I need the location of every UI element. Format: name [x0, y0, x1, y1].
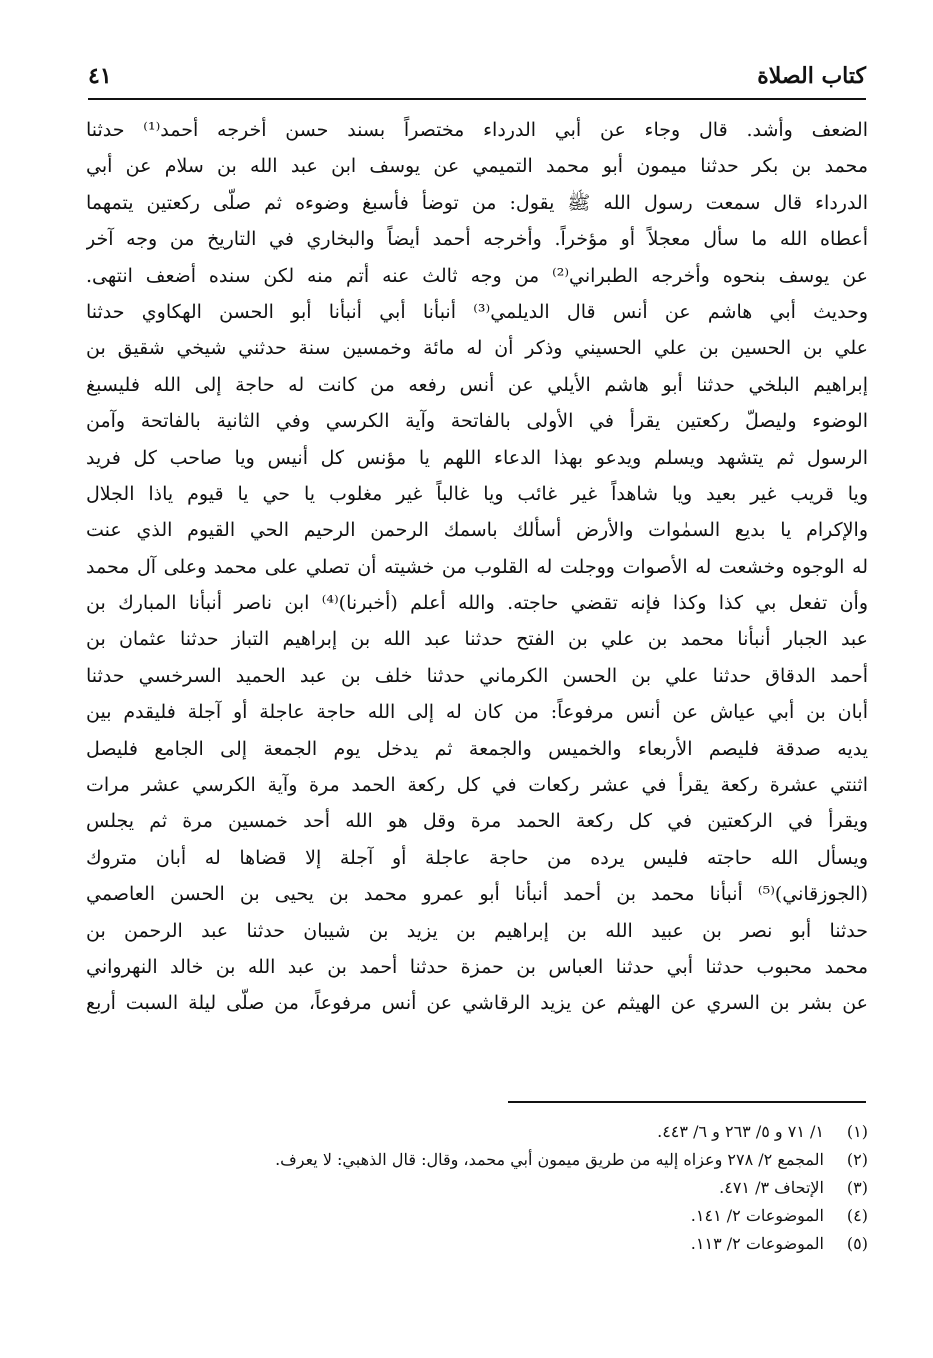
text-line: علي بن الحسين بن علي الحسيني وذكر أن له مائة وخمسين سنة حدثني شيخي شقيق بن — [86, 337, 868, 360]
footnote-item — [86, 1174, 868, 1202]
text-line: أعطاه الله ما سأل معجلاً أو مؤخراً. وأخرجه أحمد أيضاً والبخاري في التاريخ من وجه آخر — [86, 228, 868, 251]
header-divider — [88, 98, 866, 100]
footnote-text: الموضوعات ٢/ ١٤١. — [690, 1206, 824, 1225]
page-header — [88, 60, 866, 96]
text-line: ويسأل الله حاجته فليس يرده من حاجة عاجلة أو آجلة إلا قضاها له أبان متروك — [86, 846, 868, 869]
text-line: (الجوزقاني)⁽⁵⁾ أنبأنا محمد بن أحمد أنبأنا أبو عمرو محمد بن يحيى بن الحسن العاصمي — [86, 883, 868, 906]
footnote-text: الإتحاف ٣/ ٤٧١. — [719, 1178, 824, 1197]
text-line: يديه صدقة فليصم الأربعاء والخميس والجمعة ثم يدخل يوم الجمعة إلى الجامع فليصل — [86, 737, 868, 760]
text-line: ويقرأ في الركعتين في كل ركعة الحمد مرة وقل هو الله أحد خمسين مرة ثم يجلس — [86, 810, 868, 833]
text-line: الدرداء قال سمعت رسول الله ﷺ يقول: من توضأ فأسبغ وضوءه ثم صلّى ركعتين يتمهما — [86, 191, 868, 214]
footnote-number: (٤) — [846, 1206, 868, 1225]
text-line: اثنتي عشرة ركعة يقرأ في عشر ركعات في كل ركعة الحمد مرة وآية الكرسي عشر مرات — [86, 774, 868, 797]
text-line: الضعف وأشد. قال وجاء عن أبي الدرداء مختصراً بسند حسن أخرجه أحمد⁽¹⁾ حدثنا — [86, 119, 868, 141]
page-number: ٤١ — [88, 63, 112, 89]
footnote-number: (٣) — [846, 1178, 868, 1197]
footnote-text: ١/ ٧١ و ٥/ ٢٦٣ و ٦/ ٤٤٣. — [657, 1122, 824, 1141]
footnote-number: (٥) — [846, 1234, 868, 1253]
text-line: محمد بن بكر حدثنا ميمون أبو محمد التميمي عن يوسف ابن عبد الله بن سلام عن أبي — [86, 155, 868, 178]
text-line: محمد محبوب حدثنا أبي حدثنا العباس بن حمزة حدثنا أحمد بن عبد الله بن خالد النهرواني — [86, 955, 868, 978]
footnote-item — [86, 1202, 868, 1230]
text-line: الوضوء وليصلّ ركعتين يقرأ في الأولى بالفاتحة وآية الكرسي وفي الثانية بالفاتحة وآمن — [86, 410, 868, 433]
main-text — [86, 112, 868, 1022]
text-line: ويا قريب غير بعيد ويا شاهداً غير غائب ويا غالباً غير مغلوب يا حي يا قيوم ياذا الجلال — [86, 482, 868, 505]
text-line: عبد الجبار أنبأنا محمد بن علي بن الفتح حدثنا عبد الله بن إبراهيم التباز حدثنا عثمان بن — [86, 628, 868, 651]
text-line: له الوجوه وخشعت له الأصوات ووجلت له القلوب من خشيته أن تصلي على محمد وعلى آل محمد — [86, 555, 868, 578]
footnote-number: (١) — [846, 1122, 868, 1141]
footnote-item — [86, 1230, 868, 1258]
text-line: وحديث أبي هاشم عن أنس قال الديلمي⁽³⁾ أنبأنا أبي أنبأنا أبو الحسن الهكاوي حدثنا — [86, 300, 868, 323]
footnote-number: (٢) — [846, 1150, 868, 1169]
text-line: الرسول ثم يتشهد ويسلم ويدعو بهذا الدعاء اللهم يا مؤنس كل أنيس ويا صاحب كل فريد — [86, 446, 868, 469]
text-line: إبراهيم البلخي حدثنا أبو هاشم الأيلي عن أنس رفعه من كانت له حاجة إلى الله فليسبغ — [86, 373, 868, 396]
text-line: حدثنا أبو نصر بن عبيد الله بن إبراهيم بن يزيد بن شيبان حدثنا عبد الرحمن بن — [86, 919, 868, 942]
footnote-text: المجمع ٢/ ٢٧٨ وعزاه إليه من طريق ميمون أبي محمد، وقال: قال الذهبي: لا يعرف. — [275, 1150, 824, 1169]
footnote-item — [86, 1118, 868, 1146]
text-line: وأن تفعل بي كذا وكذا فإنه تقضي حاجته. والله أعلم (أخبرنا)⁽⁴⁾ ابن ناصر أنبأنا المبارك بن — [86, 592, 868, 615]
running-title: كتاب الصلاة — [757, 63, 866, 89]
footnotes — [86, 1118, 868, 1258]
text-line: أحمد الدقاق حدثنا علي بن الحسن الكرماني حدثنا خلف بن عبد الحميد السرخسي حدثنا — [86, 664, 868, 687]
text-line: عن يوسف بنحوه وأخرجه الطبراني⁽²⁾ من وجه ثالث عنه أتم منه لكن سنده أضعف انتهى. — [86, 264, 868, 287]
text-line: أبان بن أبي عياش عن أنس مرفوعاً: من كان له إلى الله حاجة عاجلة أو آجلة فليقدم بين — [86, 701, 868, 724]
footnote-text: الموضوعات ٢/ ١١٣. — [690, 1234, 824, 1253]
footnote-divider — [508, 1101, 866, 1103]
footnote-item — [86, 1146, 868, 1174]
text-line: عن بشر بن السري عن الهيثم عن يزيد الرقاشي عن أنس مرفوعاً، من صلّى ليلة السبت أربع — [86, 992, 868, 1015]
text-line: والإكرام يا بديع السمٰوات والأرض أسألك باسمك الرحمن الرحيم الحي القيوم الذي عنت — [86, 519, 868, 542]
